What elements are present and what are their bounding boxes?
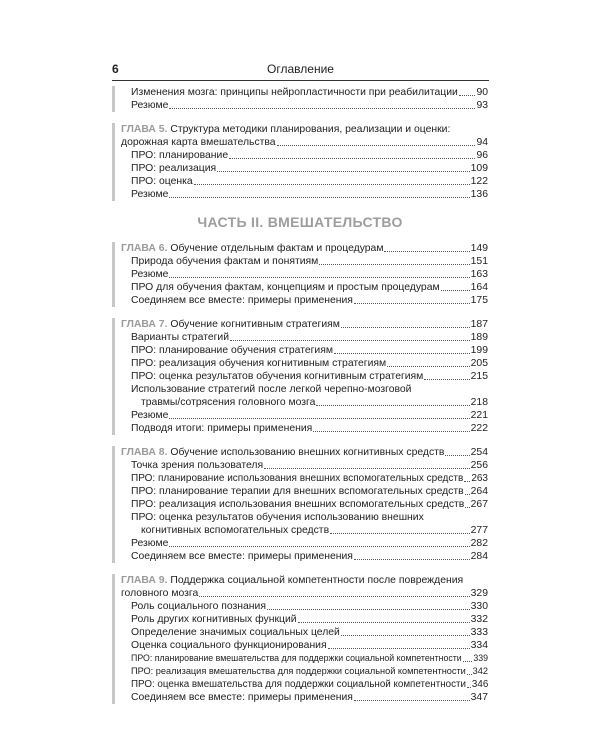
toc-entry	[115, 626, 488, 639]
leader-dots	[354, 302, 470, 304]
entry-text: ПРО: реализация использования внешних вспомогательных средств	[131, 499, 465, 510]
running-header	[112, 60, 489, 80]
chapter-heading	[115, 123, 488, 136]
leader-dots	[465, 493, 470, 495]
entry-text: ПРО: оценка вмешательства для поддержки социальной компетентности	[131, 679, 466, 690]
leader-dots	[330, 532, 470, 534]
leader-dots	[194, 183, 470, 185]
entry-text: ПРО: планирование	[131, 150, 229, 161]
chapter-heading-cont	[115, 587, 488, 600]
page-ref: 96	[476, 150, 488, 161]
page-ref: 109	[470, 163, 488, 174]
page-ref: 346	[471, 679, 489, 690]
toc-entry	[115, 691, 488, 704]
leader-dots	[199, 595, 469, 597]
chapter-title: Обучение отдельным фактам и процедурам	[170, 243, 384, 254]
chapter-9	[112, 574, 488, 704]
page-ref: 329	[470, 588, 488, 599]
entry-text: дорожная карта вмешательства	[121, 137, 276, 148]
leader-dots	[313, 430, 469, 432]
entry-text: ПРО: реализация	[131, 163, 217, 174]
leader-dots	[217, 170, 470, 172]
toc-entry	[115, 175, 488, 188]
entry-text: Соединяем все вместе: примеры применения	[131, 295, 353, 306]
page-ref: 333	[470, 627, 488, 638]
toc-entry	[115, 550, 488, 563]
page-ref: 199	[470, 345, 488, 356]
page-ref: 221	[470, 410, 488, 421]
leader-dots	[319, 263, 469, 265]
toc-entry	[115, 485, 488, 498]
entry-text: Резюме	[131, 538, 169, 549]
toc-entry	[115, 472, 488, 485]
page-ref: 90	[476, 87, 488, 98]
toc-entry	[115, 459, 488, 472]
leader-dots	[264, 467, 470, 469]
toc-entry	[115, 422, 488, 435]
toc-entry-cont	[115, 524, 488, 537]
toc-entry	[115, 294, 488, 307]
chapter-label: ГЛАВА 9.	[121, 575, 168, 586]
chapter-title: Поддержка социальной компетентности после повреждения	[170, 575, 464, 586]
chapter-5	[112, 123, 488, 201]
page-ref: 332	[470, 614, 488, 625]
page-ref: 284	[470, 551, 488, 562]
page-ref: 342	[472, 666, 488, 676]
page-ref: 347	[470, 692, 488, 703]
leader-dots	[229, 157, 475, 159]
leader-dots	[384, 250, 469, 252]
leader-dots	[441, 289, 470, 291]
toc-entry	[115, 600, 488, 613]
toc-entry	[115, 665, 488, 678]
chapter-heading	[115, 574, 488, 587]
entry-text: головного мозга	[121, 588, 199, 599]
leader-dots	[316, 404, 469, 406]
chapter-heading	[115, 318, 488, 331]
entry-text	[121, 242, 383, 255]
chapter-heading-cont	[115, 136, 488, 149]
page-ref: 282	[470, 538, 488, 549]
toc-entry	[115, 255, 488, 268]
toc-entry	[115, 409, 488, 422]
leader-dots	[354, 558, 470, 560]
entry-text: Роль социального познания	[131, 601, 266, 612]
leader-dots	[354, 699, 470, 701]
toc-entry	[115, 268, 488, 281]
page-ref: 277	[470, 525, 488, 536]
toc-entry	[115, 86, 488, 99]
toc-entry	[115, 281, 488, 294]
leader-dots	[169, 196, 469, 198]
page-ref: 205	[470, 358, 488, 369]
leader-dots	[464, 480, 470, 482]
entry-text	[121, 446, 444, 459]
toc-entry	[115, 511, 488, 524]
page-ref: 189	[470, 332, 488, 343]
entry-text: Роль других когнитивных функций	[131, 614, 297, 625]
page-ref: 151	[470, 256, 488, 267]
chapter-label: ГЛАВА 5.	[121, 124, 168, 135]
entry-text: ПРО: оценка	[131, 176, 193, 187]
entry-text: Резюме	[131, 269, 169, 280]
toc-entry	[115, 498, 488, 511]
entry-text: ПРО: планирование терапии для внешних вспомогательных средств	[131, 486, 464, 497]
leader-dots	[298, 621, 470, 623]
entry-text: Соединяем все вместе: примеры применения	[131, 692, 353, 703]
chapter-title: Структура методики планирования, реализации и оценки:	[170, 124, 451, 135]
leader-dots	[445, 454, 469, 456]
leader-dots	[169, 276, 469, 278]
entry-text: Подводя итоги: примеры применения	[131, 423, 313, 434]
table-of-contents	[112, 86, 488, 715]
toc-entry	[115, 370, 488, 383]
entry-text: ПРО: реализация обучения когнитивным стратегиям	[131, 358, 387, 369]
entry-text: ПРО: реализация вмешательства для поддержки социальной компетентности	[131, 666, 466, 676]
page-ref: 149	[470, 243, 488, 254]
entry-text: Использование стратегий после легкой черепно-мозговой	[131, 384, 412, 395]
page-ref: 218	[470, 397, 488, 408]
entry-text: Природа обучения фактам и понятиям	[131, 256, 319, 267]
chapter-title: Обучение использованию внешних когнитивных средств	[170, 447, 445, 458]
page-ref: 222	[470, 423, 488, 434]
toc-entry	[115, 383, 488, 396]
page-ref: 330	[470, 601, 488, 612]
chapter-label: ГЛАВА 6.	[121, 243, 168, 254]
toc-entry	[115, 149, 488, 162]
page-ref: 334	[470, 640, 488, 651]
chapter-7	[112, 318, 488, 435]
leader-dots	[467, 686, 471, 688]
toc-entry	[115, 652, 488, 665]
page-ref: 163	[470, 269, 488, 280]
leader-dots	[277, 144, 476, 146]
chapter-4-tail	[112, 86, 488, 112]
leader-dots	[463, 660, 473, 662]
page-ref: 254	[470, 447, 488, 458]
entry-text: ПРО: планирование обучения стратегиям	[131, 345, 333, 356]
entry-text	[121, 574, 488, 587]
page-ref: 175	[470, 295, 488, 306]
entry-text: Точка зрения пользователя	[131, 460, 264, 471]
part-title: ЧАСТЬ II. ВМЕШАТЕЛЬСТВО	[197, 214, 403, 230]
page-ref: 164	[470, 282, 488, 293]
page-ref: 267	[470, 499, 488, 510]
page-ref: 263	[471, 473, 488, 484]
page-ref: 93	[476, 100, 488, 111]
leader-dots	[459, 94, 476, 96]
entry-text: травмы/сотрясения головного мозга	[141, 397, 316, 408]
leader-dots	[169, 417, 469, 419]
chapter-title: Обучение когнитивным стратегиям	[170, 319, 340, 330]
entry-text: Резюме	[131, 100, 169, 111]
chapter-label: ГЛАВА 8.	[121, 447, 168, 458]
toc-entry	[115, 162, 488, 175]
entry-text: Варианты стратегий	[131, 332, 230, 343]
entry-text: Соединяем все вместе: примеры применения	[131, 551, 353, 562]
chapter-heading	[115, 446, 488, 459]
toc-entry	[115, 678, 488, 691]
leader-dots	[341, 326, 470, 328]
toc-entry	[115, 613, 488, 626]
leader-dots	[341, 634, 470, 636]
toc-entry	[115, 639, 488, 652]
page-ref: 264	[470, 486, 488, 497]
entry-text: ПРО: планирование вмешательства для поддержки социальной компетентности	[131, 653, 462, 663]
leader-dots	[169, 545, 469, 547]
entry-text: когнитивных вспомогательных средств	[141, 525, 330, 536]
leader-dots	[267, 608, 470, 610]
page-ref: 215	[470, 371, 488, 382]
toc-entry	[115, 331, 488, 344]
page-ref: 339	[473, 653, 488, 663]
leader-dots	[424, 378, 469, 380]
entry-text: Резюме	[131, 189, 169, 200]
running-title: Оглавление	[267, 62, 334, 76]
header-rule	[112, 80, 489, 81]
entry-text: ПРО: оценка результатов обучения использованию внешних	[131, 512, 424, 523]
page-ref: 122	[470, 176, 488, 187]
leader-dots	[334, 352, 470, 354]
toc-entry	[115, 537, 488, 550]
page-ref: 136	[470, 189, 488, 200]
chapter-8	[112, 446, 488, 563]
entry-text: Оценка социального функционирования	[131, 640, 327, 651]
toc-entry	[115, 344, 488, 357]
chapter-heading	[115, 242, 488, 255]
page-ref: 256	[470, 460, 488, 471]
leader-dots	[169, 107, 475, 109]
entry-text	[121, 123, 488, 136]
entry-text: ПРО: планирование использования внешних вспомогательных средств	[131, 473, 464, 484]
leader-dots	[465, 506, 469, 508]
chapter-6	[112, 242, 488, 307]
page-ref: 187	[470, 319, 488, 330]
page-ref: 94	[476, 137, 488, 148]
entry-text: ПРО: оценка результатов обучения когнитивным стратегиям	[131, 371, 424, 382]
toc-entry	[115, 357, 488, 370]
toc-entry-cont	[115, 396, 488, 409]
entry-text: Определение значимых социальных целей	[131, 627, 340, 638]
entry-text: Резюме	[131, 410, 169, 421]
leader-dots	[467, 673, 472, 675]
toc-entry	[115, 99, 488, 112]
entry-text: ПРО для обучения фактам, концепциям и простым процедурам	[131, 282, 440, 293]
entry-text: Изменения мозга: принципы нейропластичности при реабилитации	[131, 87, 458, 98]
toc-entry	[115, 188, 488, 201]
chapter-label: ГЛАВА 7.	[121, 319, 168, 330]
leader-dots	[387, 365, 470, 367]
leader-dots	[328, 647, 470, 649]
page-number: 6	[112, 62, 119, 76]
entry-text	[121, 318, 340, 331]
leader-dots	[230, 339, 470, 341]
